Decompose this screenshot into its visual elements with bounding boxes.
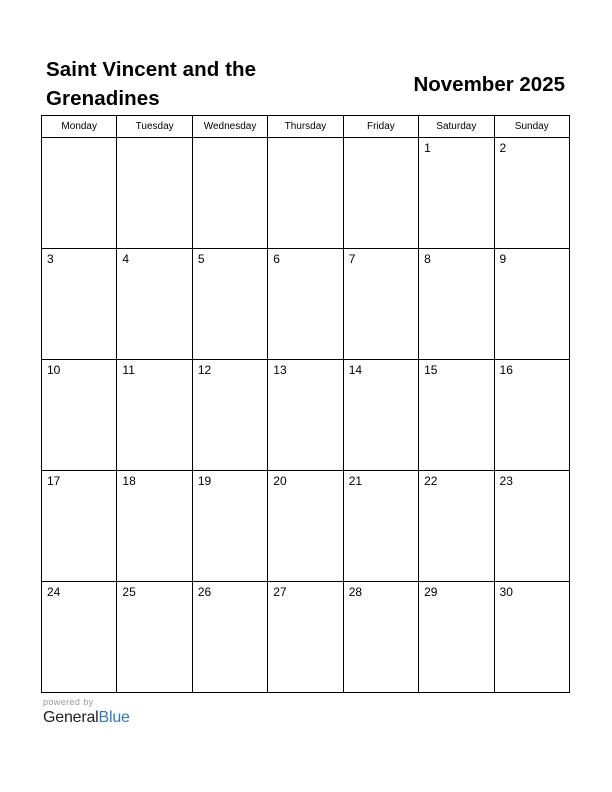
day-cell — [117, 138, 192, 249]
day-cell — [419, 582, 494, 693]
day-cell — [117, 582, 192, 693]
day-cell — [343, 582, 418, 693]
weekday-header-saturday: Saturday — [419, 116, 494, 138]
day-cell — [192, 138, 267, 249]
day-cell — [343, 360, 418, 471]
day-number: 24 — [47, 585, 61, 599]
day-number: 5 — [197, 252, 205, 266]
day-number: 19 — [197, 474, 212, 488]
day-number: 29 — [424, 585, 438, 599]
day-cell — [494, 249, 569, 360]
country-title: Saint Vincent and the Grenadines — [46, 58, 257, 110]
day-cell — [42, 138, 117, 249]
day-number — [117, 138, 191, 141]
day-number: 12 — [197, 363, 212, 377]
week-row — [42, 249, 570, 360]
day-cell — [42, 582, 117, 693]
day-number: 3 — [47, 252, 54, 266]
weekday-header-sunday: Sunday — [494, 116, 569, 138]
day-cell — [494, 471, 569, 582]
day-cell — [268, 582, 343, 693]
day-cell — [268, 360, 343, 471]
day-cell — [42, 249, 117, 360]
day-cell — [419, 249, 494, 360]
day-cell — [192, 582, 267, 693]
day-cell — [268, 249, 343, 360]
day-number: 2 — [499, 141, 507, 155]
day-number: 22 — [424, 474, 438, 488]
day-cell — [42, 360, 117, 471]
day-number: 27 — [273, 585, 287, 599]
day-number: 4 — [122, 252, 130, 266]
powered-by-text: powered by — [43, 697, 94, 707]
day-number: 17 — [47, 474, 61, 488]
day-number: 20 — [273, 474, 287, 488]
day-number: 28 — [348, 585, 363, 599]
day-number: 16 — [499, 363, 513, 377]
day-number: 14 — [348, 363, 363, 377]
month-year-title: November 2025 — [413, 73, 565, 96]
weekday-header-thursday: Thursday — [268, 116, 343, 138]
week-row — [42, 360, 570, 471]
weekday-header-monday: Monday — [42, 116, 117, 138]
generalblue-logo — [43, 708, 130, 728]
week-row — [42, 582, 570, 693]
day-number: 9 — [499, 252, 507, 266]
day-cell — [192, 471, 267, 582]
day-cell — [192, 360, 267, 471]
day-cell — [419, 360, 494, 471]
calendar-grid — [41, 115, 570, 693]
day-number — [42, 138, 116, 141]
day-number: 25 — [122, 585, 136, 599]
day-number: 13 — [273, 363, 287, 377]
weekday-header-friday: Friday — [343, 116, 418, 138]
footer-branding — [43, 697, 130, 728]
weekday-header-wednesday: Wednesday — [192, 116, 267, 138]
day-cell — [117, 471, 192, 582]
week-row — [42, 138, 570, 249]
day-cell — [343, 138, 418, 249]
day-number: 8 — [424, 252, 431, 266]
day-number: 7 — [348, 252, 356, 266]
day-cell — [268, 138, 343, 249]
day-cell — [494, 138, 569, 249]
day-number: 15 — [424, 363, 438, 377]
day-number: 23 — [499, 474, 513, 488]
day-cell — [494, 360, 569, 471]
day-number: 30 — [499, 585, 513, 599]
day-number: 11 — [122, 363, 135, 377]
day-number: 6 — [273, 252, 280, 266]
day-cell — [192, 249, 267, 360]
day-cell — [419, 138, 494, 249]
day-cell — [268, 471, 343, 582]
week-row — [42, 471, 570, 582]
day-cell — [343, 471, 418, 582]
day-cell — [494, 582, 569, 693]
day-cell — [117, 360, 192, 471]
day-cell — [42, 471, 117, 582]
day-number — [268, 138, 342, 141]
brand-blue-text: Blue — [98, 709, 130, 726]
day-cell — [343, 249, 418, 360]
day-number: 18 — [122, 474, 136, 488]
day-number: 1 — [424, 141, 431, 155]
weekday-header-tuesday: Tuesday — [117, 116, 192, 138]
day-number: 26 — [197, 585, 212, 599]
brand-general-text: General — [43, 709, 99, 726]
weekday-header-row — [42, 116, 570, 138]
day-cell — [117, 249, 192, 360]
day-number — [193, 138, 267, 141]
day-number: 21 — [348, 474, 363, 488]
day-number: 10 — [47, 363, 61, 377]
day-cell — [419, 471, 494, 582]
day-number — [344, 138, 418, 141]
